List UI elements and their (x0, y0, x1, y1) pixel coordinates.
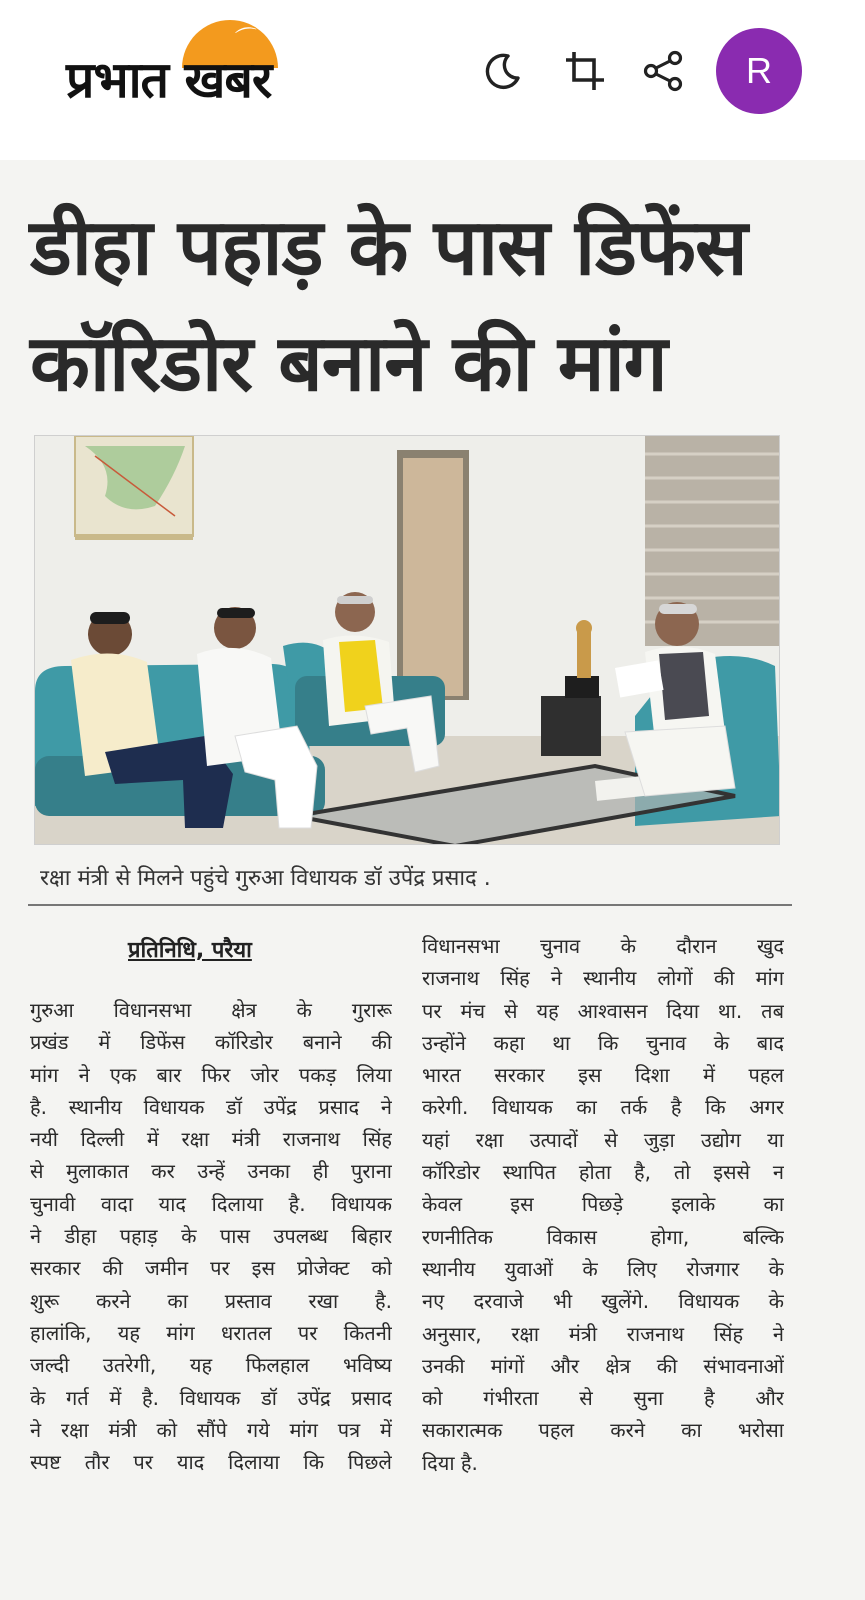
headline (30, 190, 840, 422)
article-line: सकारात्मक पहल करने का भरोसा (422, 1418, 784, 1443)
article-line: ने डीहा पहाड़ के पास उपलब्ध बिहार (30, 1224, 392, 1249)
article-line: विधानसभा चुनाव के दौरान खुद (422, 934, 784, 958)
article-line: हालांकि, यह मांग धरातल पर कितनी (30, 1320, 392, 1345)
article-line: यहां रक्षा उत्पादों से जुड़ा उद्योग या (422, 1127, 784, 1152)
article-line: दिया है. (422, 1450, 478, 1475)
user-avatar[interactable]: R (716, 28, 802, 114)
article-line: जल्दी उतरेगी, यह फिलहाल भविष्य (30, 1353, 392, 1378)
article-line: है. स्थानीय विधायक डॉ उपेंद्र प्रसाद ने (30, 1094, 392, 1119)
article-line: रणनीतिक विकास होगा, बल्कि (422, 1224, 784, 1249)
article-line: से मुलाकात कर उन्हें उनका ही पुराना (30, 1159, 392, 1184)
article-line: गुरुआ विधानसभा क्षेत्र के गुरारू (30, 998, 392, 1022)
share-icon[interactable] (640, 48, 686, 94)
article-left-column (30, 994, 392, 1478)
top-app-bar (0, 0, 865, 160)
crop-icon[interactable] (562, 48, 608, 94)
article-line: राजनाथ सिंह ने स्थानीय लोगों की मांग (422, 966, 784, 991)
article-line: प्रखंड में डिफेंस कॉरिडोर बनाने की (30, 1030, 392, 1055)
photo-caption: रक्षा मंत्री से मिलने पहुंचे गुरुआ विधायक डॉ उपेंद्र प्रसाद . (40, 866, 491, 891)
article-line: के गर्त में है. विधायक डॉ उपेंद्र प्रसाद (30, 1385, 392, 1410)
article-line: उन्होंने कहा था कि चुनाव के बाद (422, 1030, 784, 1055)
byline: प्रतिनिधि, परैया (128, 938, 252, 963)
prabhat-khabar-logo[interactable] (66, 18, 386, 118)
headline-line-2: कॉरिडोर बनाने की मांग (30, 319, 667, 409)
article-line: पर मंच से यह आश्वासन दिया था. तब (422, 998, 784, 1023)
newspaper-clipping (0, 160, 865, 1600)
meeting-photo-illustration (35, 436, 780, 845)
article-line: कॉरिडोर स्थापित होता है, तो इससे न (422, 1160, 784, 1185)
caption-divider (28, 904, 792, 906)
article-right-column (422, 930, 784, 1479)
article-line: नयी दिल्ली में रक्षा मंत्री राजनाथ सिंह (30, 1127, 392, 1152)
moon-icon[interactable] (480, 48, 526, 94)
article-line: नए दरवाजे भी खुलेंगे. विधायक के (422, 1289, 784, 1314)
article-line: करेगी. विधायक का तर्क है कि अगर (422, 1095, 784, 1120)
article-line: अनुसार, रक्षा मंत्री राजनाथ सिंह ने (422, 1321, 784, 1346)
article-line: को गंभीरता से सुना है और (422, 1386, 784, 1411)
article-line: उनकी मांगों और क्षेत्र की संभावनाओं (422, 1353, 784, 1378)
article-line: भारत सरकार इस दिशा में पहल (422, 1063, 784, 1088)
article-line: स्पष्ट तौर पर याद दिलाया कि पिछले (30, 1450, 392, 1475)
article-photo (34, 435, 780, 845)
article-line: स्थानीय युवाओं के लिए रोजगार के (422, 1256, 784, 1281)
article-line: सरकार की जमीन पर इस प्रोजेक्ट को (30, 1256, 392, 1281)
logo-text: प्रभात खबर (66, 51, 272, 109)
article-line: मांग ने एक बार फिर जोर पकड़ लिया (30, 1062, 392, 1087)
article-line: केवल इस पिछड़े इलाके का (422, 1192, 784, 1217)
headline-line-1: डीहा पहाड़ के पास डिफेंस (30, 203, 747, 293)
logo-bird-icon: ⌒ (234, 25, 261, 54)
article-line: शुरू करने का प्रस्ताव रखा है. (30, 1288, 392, 1313)
article-line: ने रक्षा मंत्री को सौंपे गये मांग पत्र में (30, 1417, 392, 1442)
article-line: चुनावी वादा याद दिलाया है. विधायक (30, 1191, 392, 1216)
